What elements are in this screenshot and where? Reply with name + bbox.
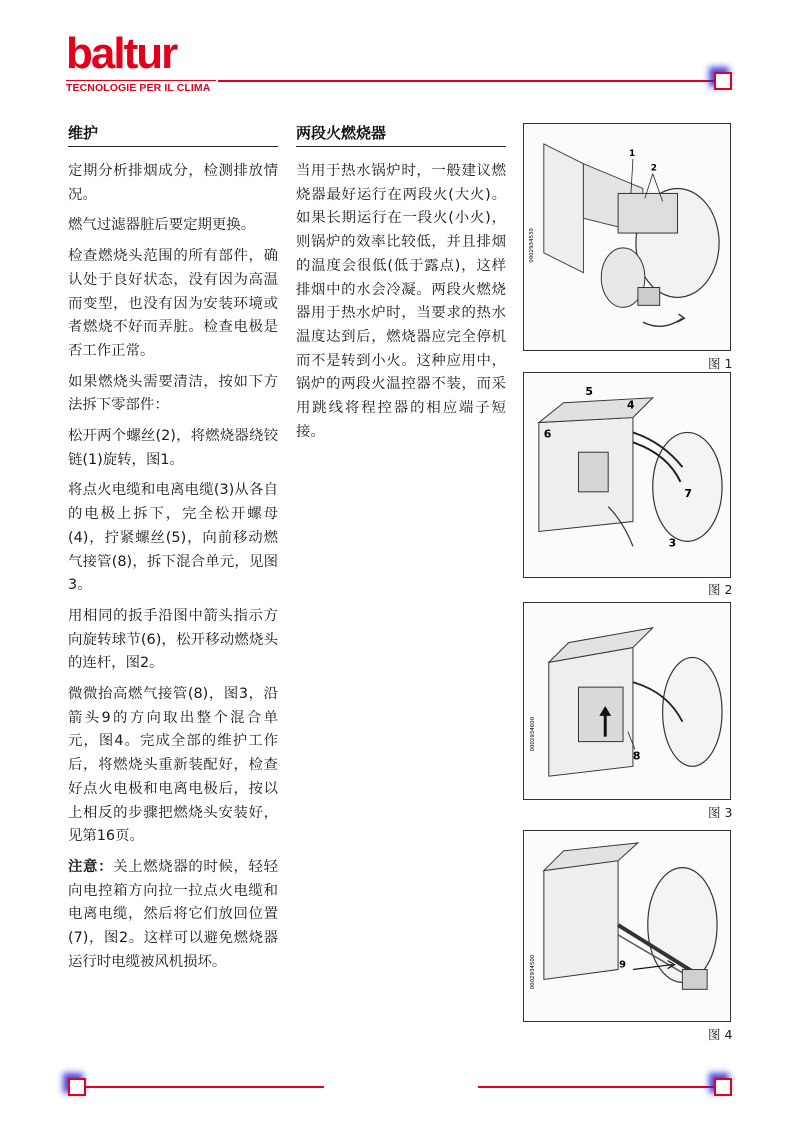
two-stage-body: 当用于热水锅炉时，一般建议燃烧器最好运行在两段火(大火)。如果长期运行在一段火(小火)，则锅炉的效率比较低，并且排烟的温度会很低(低于露点)，这样排烟中的水会冷凝。两段火燃烧器用于热水炉时，当要求的热水温度达到后，燃烧器应完全停机而不是转到小火。这种应用中，锅炉的两段火温控器不装，而采用跳线将程控器的相应端子短接。	[296, 163, 506, 440]
footer-line-left	[84, 1086, 324, 1088]
fig1-label-1: 1	[628, 148, 636, 159]
fig4-label-9: 9	[619, 959, 626, 971]
fig2-label-6: 6	[543, 427, 552, 441]
gas-pipe-lift-illustration	[524, 603, 730, 799]
fig2-label-7: 7	[684, 486, 693, 500]
header-line	[218, 80, 716, 82]
maintenance-paragraph-4: 如果燃烧头需要清洁，按如下方法拆下零部件：	[68, 373, 278, 414]
maintenance-paragraph-5: 松开两个螺丝(2)，将燃烧器绕铰链(1)旋转，图1。	[68, 428, 278, 468]
maintenance-title-rule	[68, 146, 278, 147]
maintenance-title: 维护	[68, 124, 99, 142]
note-text: 关上燃烧器的时候，轻轻向电控箱方向拉一拉点火电缆和电离电缆，然后将它们放回位置(7)，图2。这样可以避免燃烧器运行时电缆被风机损坏。	[68, 858, 278, 970]
two-stage-title: 两段火燃烧器	[296, 124, 387, 142]
maintenance-paragraph-3: 检查燃烧头范围的所有部件，确认处于良好状态，没有因为高温而变型，也没有因为安装环境或者燃烧不好而弄脏。检查电极是否工作正常。	[68, 248, 278, 359]
footer-square-marker-left	[68, 1078, 86, 1096]
electrode-cables-illustration	[524, 373, 730, 577]
figure-4-caption: 图 4	[708, 1027, 733, 1042]
maintenance-paragraph-2: 燃气过滤器脏后要定期更换。	[68, 217, 256, 234]
two-stage-text	[296, 160, 506, 451]
figure-1-image	[523, 123, 731, 351]
fig1-code: 0002934530	[528, 228, 535, 263]
figure-2-image	[523, 372, 731, 578]
figure-3-caption: 图 3	[708, 805, 733, 820]
mixing-unit-removal-illustration	[524, 831, 730, 1021]
two-stage-title-rule	[296, 146, 506, 147]
figure-3-image	[523, 602, 731, 800]
fig1-label-2: 2	[650, 163, 657, 174]
header-square-marker	[714, 72, 732, 90]
fig3-label-8: 8	[632, 749, 641, 763]
baltur-logo	[66, 29, 216, 94]
burner-hinge-illustration	[524, 124, 730, 350]
maintenance-paragraph-1: 定期分析排烟成分，检测排放情况。	[68, 163, 278, 203]
maintenance-paragraph-6: 将点火电缆和电离电缆(3)从各自的电极上拆下，完全松开螺母(4)，拧紧螺丝(5)，向前移动燃气接管(8)，拆下混合单元，见图3。	[68, 482, 278, 594]
fig2-label-3: 3	[668, 536, 677, 550]
footer-square-marker-right	[714, 1078, 732, 1096]
figure-4-image	[523, 830, 731, 1022]
fig3-code: 0002934600	[529, 716, 536, 752]
fig4-code: 0002934500	[529, 954, 536, 990]
figure-1-caption: 图 1	[708, 356, 733, 371]
fig2-label-5: 5	[585, 384, 593, 398]
note-label: 注意：	[68, 858, 114, 875]
maintenance-text	[68, 160, 278, 982]
logo-tagline: TECNOLOGIE PER IL CLIMA	[66, 80, 216, 94]
logo-wordmark: baltur	[66, 29, 177, 78]
maintenance-paragraph-7: 用相同的扳手沿图中箭头指示方向旋转球节(6)，松开移动燃烧头的连杆，图2。	[68, 607, 278, 672]
figure-2-caption: 图 2	[708, 582, 733, 597]
footer-line-right	[478, 1086, 716, 1088]
maintenance-paragraph-8: 微微抬高燃气接管(8)，图3，沿箭头9的方向取出整个混合单元，图4。完成全部的维护工作后，将燃烧头重新装配好，检查好点火电极和电离电极后，按以上相反的步骤把燃烧头安装好，见第16页。	[68, 686, 278, 845]
fig2-label-4: 4	[627, 398, 635, 412]
maintenance-note	[68, 856, 278, 975]
